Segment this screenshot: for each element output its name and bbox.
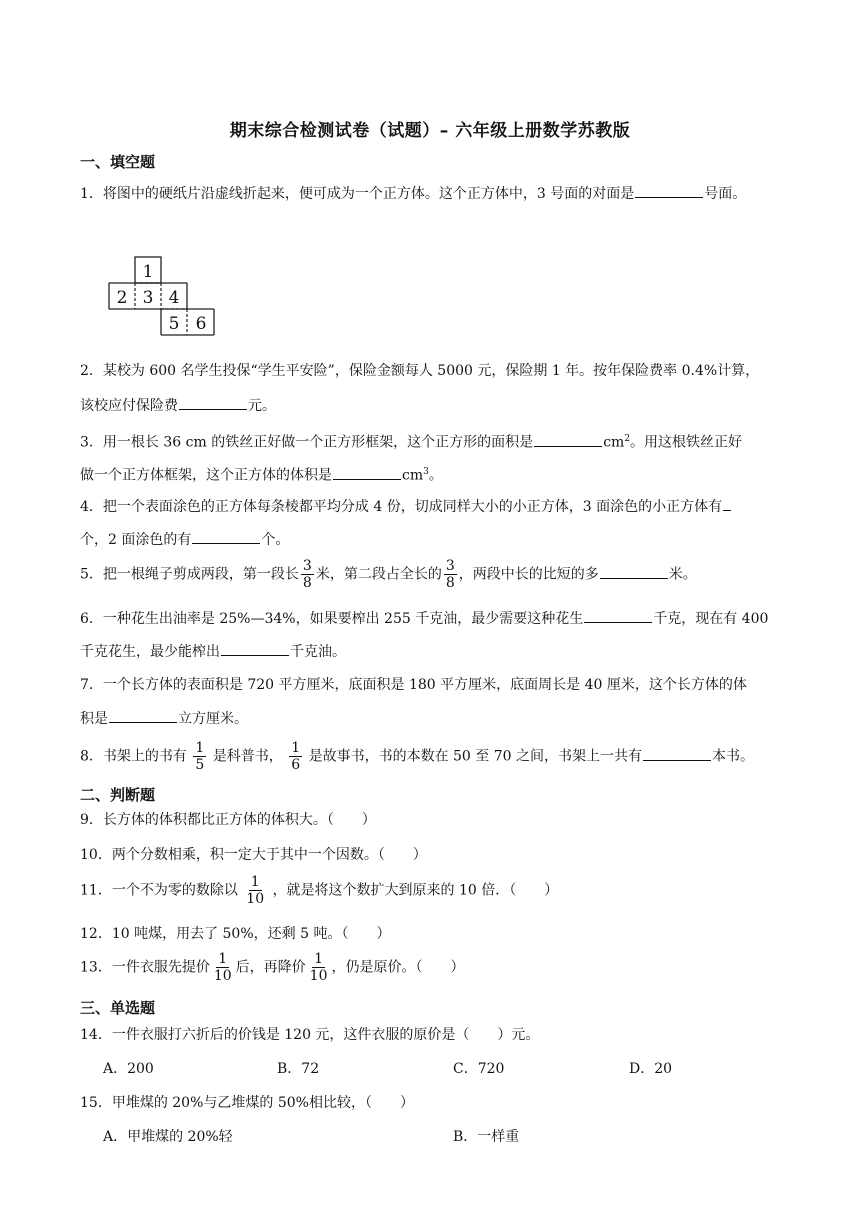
question-3-text: 做一个正方体框架，这个正方体的体积是 bbox=[80, 467, 332, 484]
question-6-text: 6．一种花生出油率是 25%—34%，如果要榨出 255 千克油，最少需要这种花生 bbox=[80, 611, 584, 627]
question-13-text: 13．一件衣服先提价 bbox=[80, 959, 210, 976]
net-label-6: 6 bbox=[195, 314, 207, 334]
question-7-text: 积是 bbox=[80, 711, 108, 727]
fraction-numerator: 1 bbox=[291, 740, 301, 756]
question-2-suffix: 元。 bbox=[248, 398, 276, 414]
net-label-3: 3 bbox=[142, 288, 154, 308]
answer-blank[interactable] bbox=[635, 183, 703, 198]
question-6-text-continued: 千克，现在有 400 bbox=[653, 611, 769, 627]
question-10: 10．两个分数相乘，积一定大于其中一个因数。（ ） bbox=[80, 847, 427, 863]
question-13-text: ，仍是原价。（ ） bbox=[331, 959, 465, 976]
question-2-line1: 2．某校为 600 名学生投保“学生平安险”，保险金额每人 5000 元，保险期 1 年。按年保险费率 0.4%计算， bbox=[80, 363, 760, 379]
q14-option-a[interactable]: A．200 bbox=[103, 1061, 154, 1077]
question-2-line2 bbox=[80, 395, 276, 416]
question-6 bbox=[80, 608, 768, 629]
q15-option-b[interactable]: B．一样重 bbox=[453, 1129, 520, 1145]
fraction-denominator: 6 bbox=[291, 757, 301, 773]
question-8 bbox=[80, 740, 754, 773]
answer-blank[interactable] bbox=[723, 496, 731, 511]
fraction-denominator: 5 bbox=[195, 757, 205, 773]
fraction bbox=[444, 558, 457, 591]
question-4-text: 个，2 面涂色的有 bbox=[80, 532, 192, 548]
question-7-text: 7．一个长方体的表面积是 720 平方厘米，底面积是 180 平方厘米，底面周长是 40 厘米，这个长方体的体 bbox=[80, 677, 747, 693]
question-13-text: 后，再降价 bbox=[235, 959, 306, 976]
question-4 bbox=[80, 496, 732, 517]
fraction-denominator: 10 bbox=[246, 891, 265, 907]
question-4-text: 4．把一个表面涂色的正方体每条棱都平均分成 4 份，切成同样大小的小正方体，3 面涂色的小正方体有 bbox=[80, 499, 723, 515]
question-7-suffix: 立方厘米。 bbox=[178, 711, 248, 727]
question-11-text: ，就是将这个数扩大到原来的 10 倍．（ ） bbox=[272, 882, 559, 899]
question-6-line2 bbox=[80, 641, 346, 662]
fraction-denominator: 8 bbox=[302, 575, 312, 591]
cube-net-figure bbox=[108, 255, 220, 337]
question-11 bbox=[80, 874, 558, 907]
question-6-text: 千克花生，最少能榨出 bbox=[80, 644, 220, 660]
question-7-line2 bbox=[80, 708, 248, 729]
page-title: 期末综合检测试卷（试题）– 六年级上册数学苏教版 bbox=[229, 121, 631, 141]
section-heading-fill-in: 一、填空题 bbox=[80, 153, 156, 171]
net-label-4: 4 bbox=[168, 288, 180, 308]
unit-cm: cm bbox=[402, 467, 424, 484]
q14-option-d[interactable]: D．20 bbox=[629, 1061, 673, 1077]
answer-blank[interactable] bbox=[221, 641, 289, 656]
net-label-1: 1 bbox=[142, 262, 154, 282]
unit-exponent: 3 bbox=[423, 467, 429, 477]
question-8-suffix: 本书。 bbox=[712, 748, 755, 765]
fraction-denominator: 8 bbox=[445, 575, 455, 591]
answer-blank[interactable] bbox=[109, 708, 177, 723]
answer-blank[interactable] bbox=[534, 432, 602, 447]
net-label-5: 5 bbox=[168, 314, 180, 334]
q14-option-b[interactable]: B．72 bbox=[277, 1061, 320, 1077]
question-3-text-continued: 。用这根铁丝正好 bbox=[630, 434, 743, 451]
answer-blank[interactable] bbox=[192, 529, 260, 544]
fraction bbox=[212, 951, 234, 984]
question-11-text: 11．一个不为零的数除以 bbox=[80, 882, 238, 899]
unit-exponent: 2 bbox=[624, 434, 631, 444]
net-label-2: 2 bbox=[116, 288, 128, 308]
question-9: 9．长方体的体积都比正方体的体积大。（ ） bbox=[80, 812, 376, 828]
question-5-text: 5．把一根绳子剪成两段，第一段长 bbox=[80, 566, 299, 583]
question-3 bbox=[80, 429, 742, 453]
question-3-suffix: 。 bbox=[428, 467, 443, 484]
fraction-numerator: 3 bbox=[445, 558, 455, 574]
fraction bbox=[289, 740, 302, 773]
fraction-numerator: 3 bbox=[302, 558, 312, 574]
unit-cm: cm bbox=[603, 434, 625, 451]
fraction bbox=[244, 874, 266, 907]
question-13 bbox=[80, 951, 464, 984]
question-15: 15．甲堆煤的 20%与乙堆煤的 50%相比较，（ ） bbox=[80, 1095, 414, 1111]
fraction bbox=[308, 951, 330, 984]
q14-option-c[interactable]: C．720 bbox=[453, 1061, 505, 1077]
question-7 bbox=[80, 675, 747, 695]
question-5-suffix: 米。 bbox=[668, 566, 697, 583]
question-14: 14．一件衣服打六折后的价钱是 120 元，这件衣服的原价是（ ）元。 bbox=[80, 1027, 540, 1043]
question-5-text: 米，第二段占全长的 bbox=[315, 566, 442, 583]
fraction-numerator: 1 bbox=[250, 874, 260, 890]
question-1-text: 1．将图中的硬纸片沿虚线折起来，便可成为一个正方体。这个正方体中，3 号面的对面是 bbox=[80, 186, 635, 202]
fraction-denominator: 10 bbox=[213, 968, 232, 984]
question-6-suffix: 千克油。 bbox=[290, 644, 346, 660]
question-8-text: 8．书架上的书有 bbox=[80, 748, 187, 765]
question-1-suffix: 号面。 bbox=[704, 186, 747, 202]
answer-blank[interactable] bbox=[600, 564, 668, 579]
section-heading-multiple-choice: 三、单选题 bbox=[80, 999, 156, 1017]
answer-blank[interactable] bbox=[333, 465, 401, 480]
question-8-text: 是科普书， bbox=[212, 748, 283, 765]
fraction-numerator: 1 bbox=[195, 740, 205, 756]
fraction-numerator: 1 bbox=[314, 951, 324, 967]
answer-blank[interactable] bbox=[179, 395, 247, 410]
question-12: 12．10 吨煤，用去了 50%，还剩 5 吨。（ ） bbox=[80, 926, 391, 942]
answer-blank[interactable] bbox=[584, 608, 652, 623]
question-2-text: 该校应付保险费 bbox=[80, 398, 178, 414]
section-heading-judgement: 二、判断题 bbox=[80, 786, 156, 804]
question-2 bbox=[80, 361, 759, 381]
question-4-line2 bbox=[80, 529, 289, 550]
fraction bbox=[301, 558, 314, 591]
question-4-suffix: 个。 bbox=[261, 532, 290, 548]
fraction-numerator: 1 bbox=[218, 951, 228, 967]
q15-option-a[interactable]: A．甲堆煤的 20%轻 bbox=[103, 1129, 233, 1145]
fraction-denominator: 10 bbox=[309, 968, 328, 984]
question-3-line2 bbox=[80, 462, 443, 486]
question-5 bbox=[80, 558, 697, 591]
question-8-text: 是故事书，书的本数在 50 至 70 之间，书架上一共有 bbox=[308, 748, 643, 765]
answer-blank[interactable] bbox=[643, 746, 711, 761]
fraction bbox=[193, 740, 206, 773]
question-5-text: ，两段中长的比短的多 bbox=[458, 566, 599, 583]
question-1 bbox=[80, 183, 746, 204]
question-3-text: 3．用一根长 36 cm 的铁丝正好做一个正方形框架，这个正方形的面积是 bbox=[80, 434, 534, 451]
